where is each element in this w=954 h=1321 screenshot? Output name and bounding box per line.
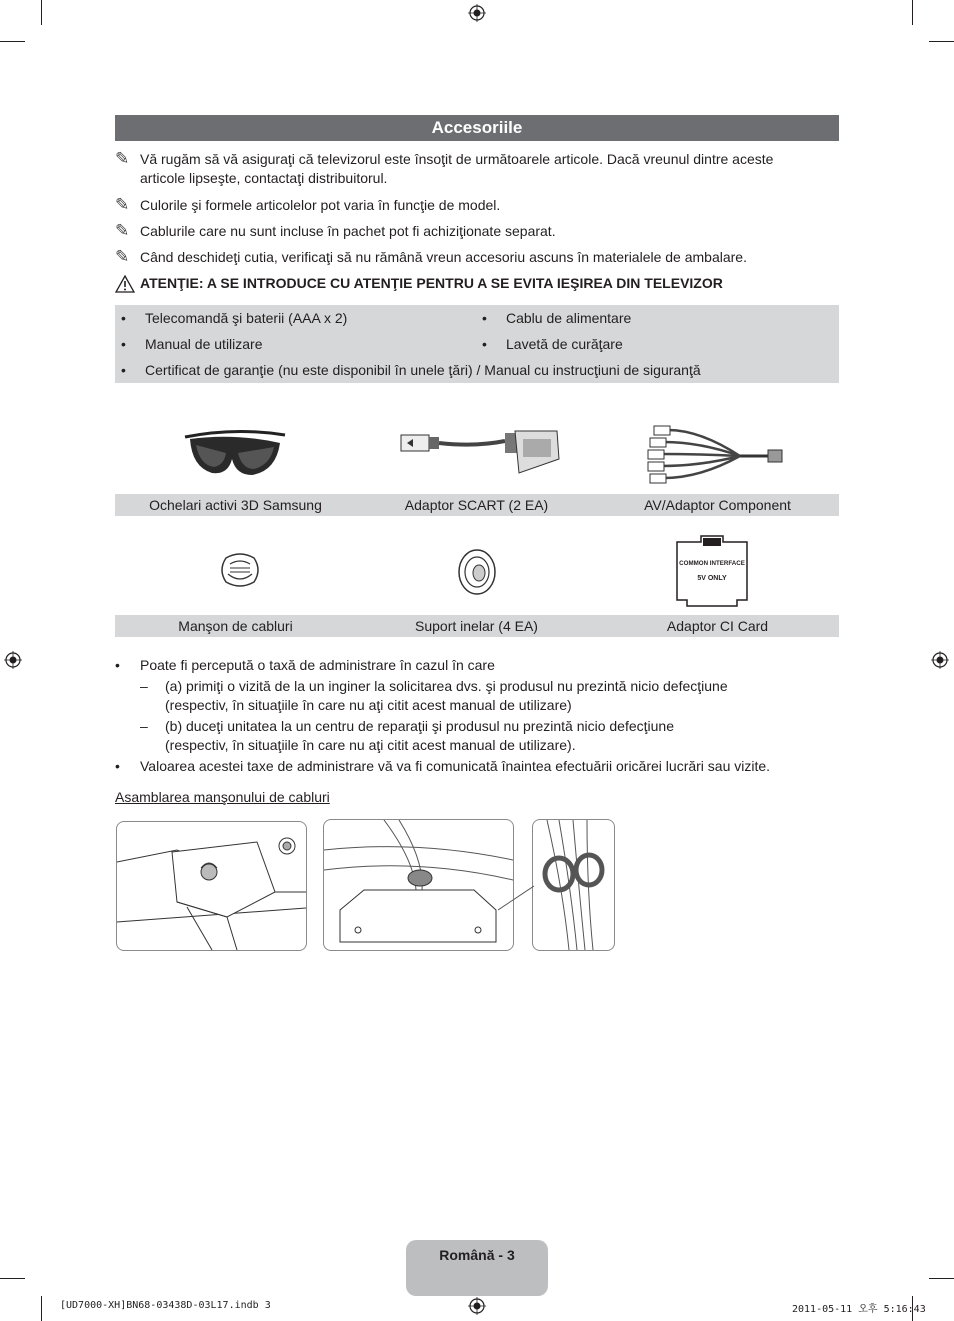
fee-a-line1: (a) primiţi o vizită de la un inginer la solicitarea dvs. şi produsul nu prezintă nicio defecţiune xyxy=(165,678,728,694)
assembly-figure-2 xyxy=(323,819,514,951)
registration-mark-icon xyxy=(4,651,22,669)
callout-connector-line xyxy=(498,880,538,915)
warning-triangle-icon xyxy=(115,275,135,293)
note-text: Cablurile care nu sunt incluse în pachet pot fi achiziţionate separat. xyxy=(140,223,556,239)
warning-text: ATENŢIE: A SE INTRODUCE CU ATENŢIE PENTRU A SE EVITA IEŞIREA DIN TELEVIZOR xyxy=(140,275,723,291)
cable-holder-image xyxy=(218,548,263,593)
component-adapter-image xyxy=(640,420,790,490)
item-caption: Adaptor CI Card xyxy=(666,618,769,634)
pencil-note-icon: ✎ xyxy=(115,247,130,266)
crop-mark xyxy=(929,41,954,42)
note-item xyxy=(115,196,815,215)
assembly-figure-3 xyxy=(532,819,615,951)
fee-bullet: • xyxy=(115,758,120,774)
registration-mark-icon xyxy=(931,651,949,669)
fee-dash: – xyxy=(140,678,148,694)
imprint-filename: [UD7000-XH]BN68-03438D-03L17.indb 3 xyxy=(60,1300,271,1311)
item-caption: Manşon de cabluri xyxy=(178,618,293,634)
registration-mark-icon xyxy=(468,1297,486,1315)
assembly-title: Asamblarea manşonului de cabluri xyxy=(115,789,330,805)
fee-b-line2: (respectiv, în situaţiile în care nu aţi citit acest manual de utilizare). xyxy=(165,737,576,753)
crop-mark xyxy=(41,0,42,25)
imprint-timestamp: 2011-05-11 오후 5:16:43 xyxy=(792,1304,926,1315)
crop-mark xyxy=(0,41,25,42)
3d-glasses-image xyxy=(180,425,290,485)
section-title: Accesoriile xyxy=(115,115,839,141)
note-text: Vă rugăm să vă asiguraţi că televizorul este însoţit de următoarele articole. Dacă vreunul dintre aceste articole lipseşte, contactaţi distribuitorul. xyxy=(140,151,774,186)
fee-intro: Poate fi percepută o taxă de administrare în cazul în care xyxy=(140,657,495,673)
caption-bar xyxy=(115,494,839,516)
pencil-note-icon: ✎ xyxy=(115,221,130,240)
item-caption: Suport inelar (4 EA) xyxy=(415,618,538,634)
holder-ring-image xyxy=(456,548,498,596)
ci-card-adapter-image xyxy=(673,534,751,608)
note-item xyxy=(115,248,815,267)
fee-final: Valoarea acestei taxe de administrare vă va fi comunicată înaintea efectuării oricărei lucrări sau vizite. xyxy=(140,758,771,774)
item-caption: AV/Adaptor Component xyxy=(644,497,791,513)
crop-mark xyxy=(41,1296,42,1321)
fee-b-line1: (b) duceţi unitatea la un centru de reparaţii şi produsul nu prezintă nicio defecţiune xyxy=(165,718,674,734)
fee-dash: – xyxy=(140,718,148,734)
warning-line xyxy=(115,275,839,291)
crop-mark xyxy=(0,1278,25,1279)
item-caption: Adaptor SCART (2 EA) xyxy=(404,497,549,513)
caption-bar xyxy=(115,615,839,637)
crop-mark xyxy=(912,0,913,25)
registration-mark-icon xyxy=(468,4,486,22)
ci-card-label: 5V ONLY xyxy=(697,575,727,582)
fee-bullet: • xyxy=(115,657,120,673)
item-caption: Ochelari activi 3D Samsung xyxy=(149,497,322,513)
crop-mark xyxy=(929,1278,954,1279)
note-item xyxy=(115,222,815,241)
note-text: Când deschideţi cutia, verificaţi să nu rămână vreun accesoriu ascuns în materialele de ambalare. xyxy=(140,249,747,265)
pencil-note-icon: ✎ xyxy=(115,195,130,214)
assembly-figure-1 xyxy=(116,821,307,951)
page-number-tab: Română - 3 xyxy=(406,1240,548,1296)
fee-a-line2: (respectiv, în situaţiile în care nu aţi citit acest manual de utilizare) xyxy=(165,697,572,713)
note-item xyxy=(115,150,815,188)
scart-adapter-image xyxy=(395,425,565,480)
accessories-list: • Telecomandă şi baterii (AAA x 2) • Manual de utilizare • Cablu de alimentare • Lavetă de curăţare • Certificat de garanţie (nu este disponibil în unele ţări) / Manual cu instrucţiuni de siguranţă xyxy=(115,305,839,383)
ci-card-label: COMMON INTERFACE xyxy=(679,560,745,567)
note-text: Culorile şi formele articolelor pot varia în funcţie de model. xyxy=(140,197,501,213)
pencil-note-icon: ✎ xyxy=(115,149,130,168)
